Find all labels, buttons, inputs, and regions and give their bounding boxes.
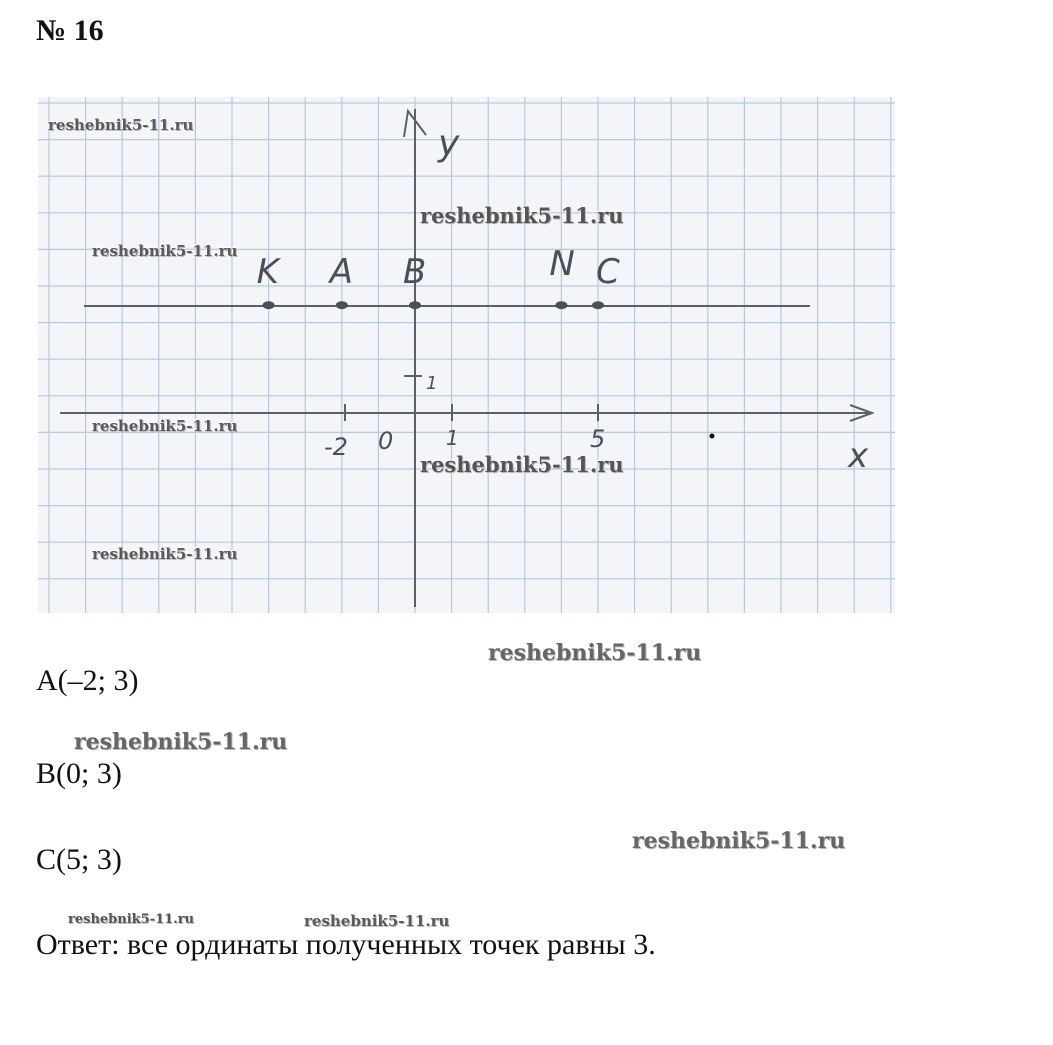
page-title: № 16 [36,14,104,47]
watermark: reshebnik5-11.ru [632,828,846,854]
answer-point-c: C(5; 3) [36,843,122,876]
point-n [555,301,567,309]
watermark: reshebnik5-11.ru [48,116,194,134]
point-b [409,301,421,309]
x-axis-label: x [848,436,869,476]
watermark: reshebnik5-11.ru [488,640,702,666]
point-label-a: A [329,252,354,293]
watermark: reshebnik5-11.ru [68,912,195,927]
coordinate-plane [38,97,895,613]
watermark: reshebnik5-11.ru [92,242,238,260]
x-tick-label-5: 5 [590,425,606,453]
y-axis-label: y [438,123,460,164]
point-label-n: N [549,244,575,285]
x-tick-label-1: 1 [446,426,459,450]
point-label-k: K [256,252,279,293]
answer-point-b: B(0; 3) [36,757,122,790]
watermark: reshebnik5-11.ru [304,912,450,930]
answer-conclusion: Ответ: все ординаты полученных точек равны 3. [36,928,656,961]
watermark: reshebnik5-11.ru [92,417,238,435]
watermark: reshebnik5-11.ru [92,545,238,563]
watermark: reshebnik5-11.ru [420,203,624,228]
stray-dot [710,434,715,439]
watermark: reshebnik5-11.ru [420,452,624,477]
point-a [336,301,348,309]
y-tick-label-1: 1 [426,373,438,394]
origin-label: 0 [378,427,394,455]
grid-paper [38,97,895,613]
x-tick-label-neg2: -2 [324,433,348,461]
answer-point-a: A(–2; 3) [36,664,139,697]
coordinate-plane-figure [38,97,895,613]
watermark: reshebnik5-11.ru [74,729,288,755]
point-c [592,301,604,309]
point-label-c: C [596,252,620,293]
point-k [263,301,275,309]
point-label-b: B [403,252,427,293]
